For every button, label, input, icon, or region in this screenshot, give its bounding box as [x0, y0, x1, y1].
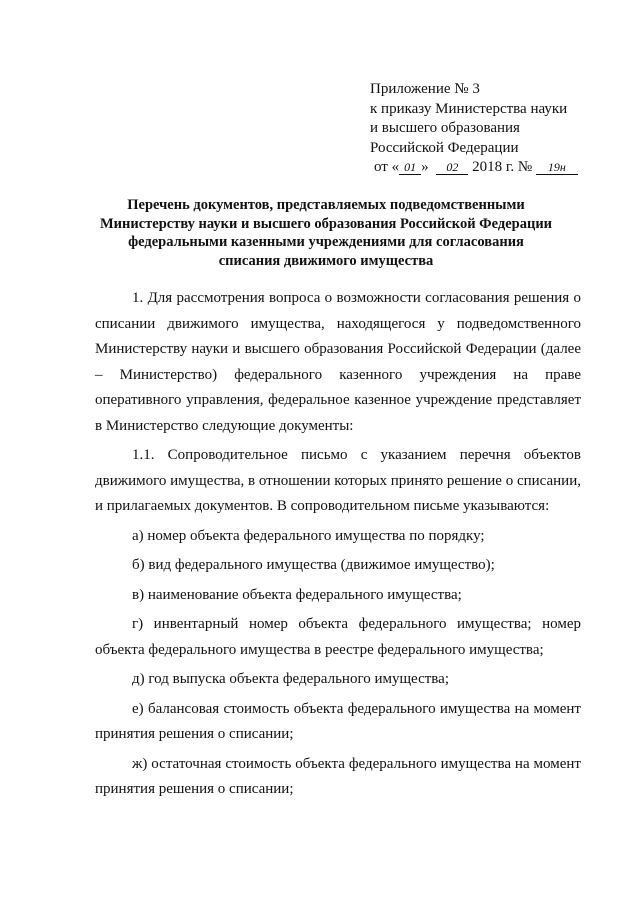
- list-item-b: б) вид федерального имущества (движимое имущество);: [132, 557, 495, 573]
- appendix-ministry: и высшего образования: [370, 120, 520, 136]
- paragraph-1-1: 1.1. Сопроводительное письмо с указанием перечня объектов движимого имущества, в отношении которых принято решение о списании, и прилагаемых документов. В сопроводительном письме указываются:: [95, 447, 581, 514]
- list-item-d: д) год выпуска объекта федерального имущества;: [132, 671, 449, 687]
- date-month: 02: [436, 160, 468, 175]
- appendix-number: Приложение № 3: [370, 81, 480, 97]
- list-item-v: в) наименование объекта федерального имущества;: [132, 586, 462, 603]
- list-item-e: е) балансовая стоимость объекта федерального имущества на момент принятия решения о списании;: [95, 700, 581, 742]
- document-body: [95, 286, 581, 803]
- date-prefix: от «: [374, 159, 400, 175]
- date-day: 01: [399, 160, 421, 175]
- appendix-date-line: [370, 158, 578, 178]
- paragraph-1: 1. Для рассмотрения вопроса о возможности согласования решения о списании движимого имущества, находящегося у подведомственного Министерству науки и высшего образования Российской Федерации (далее – Министерство) федерального казенного учреждения на праве оперативного управления, федеральное казенное учреждение представляет в Министерство следующие документы:: [95, 290, 581, 434]
- document-title: Перечень документов, представляемых подведомственными Министерству науки и высшего образования Российской Федерации федеральными казенными учреждениями для согласования списания движимого имущества: [99, 197, 553, 269]
- list-item-g: г) инвентарный номер объекта федерального имущества; номер объекта федерального имущества в реестре федерального имущества;: [95, 616, 581, 658]
- date-mid: »: [421, 159, 429, 175]
- date-year: 2018 г. №: [472, 159, 533, 175]
- appendix-country: Российской Федерации: [370, 139, 519, 156]
- list-item-a: а) номер объекта федерального имущества по порядку;: [132, 527, 485, 544]
- appendix-header: [370, 80, 578, 178]
- appendix-order-ref: к приказу Министерства науки: [370, 100, 568, 117]
- order-number: 19н: [536, 160, 578, 175]
- list-item-zh: ж) остаточная стоимость объекта федерального имущества на момент принятия решения о списании;: [95, 755, 581, 797]
